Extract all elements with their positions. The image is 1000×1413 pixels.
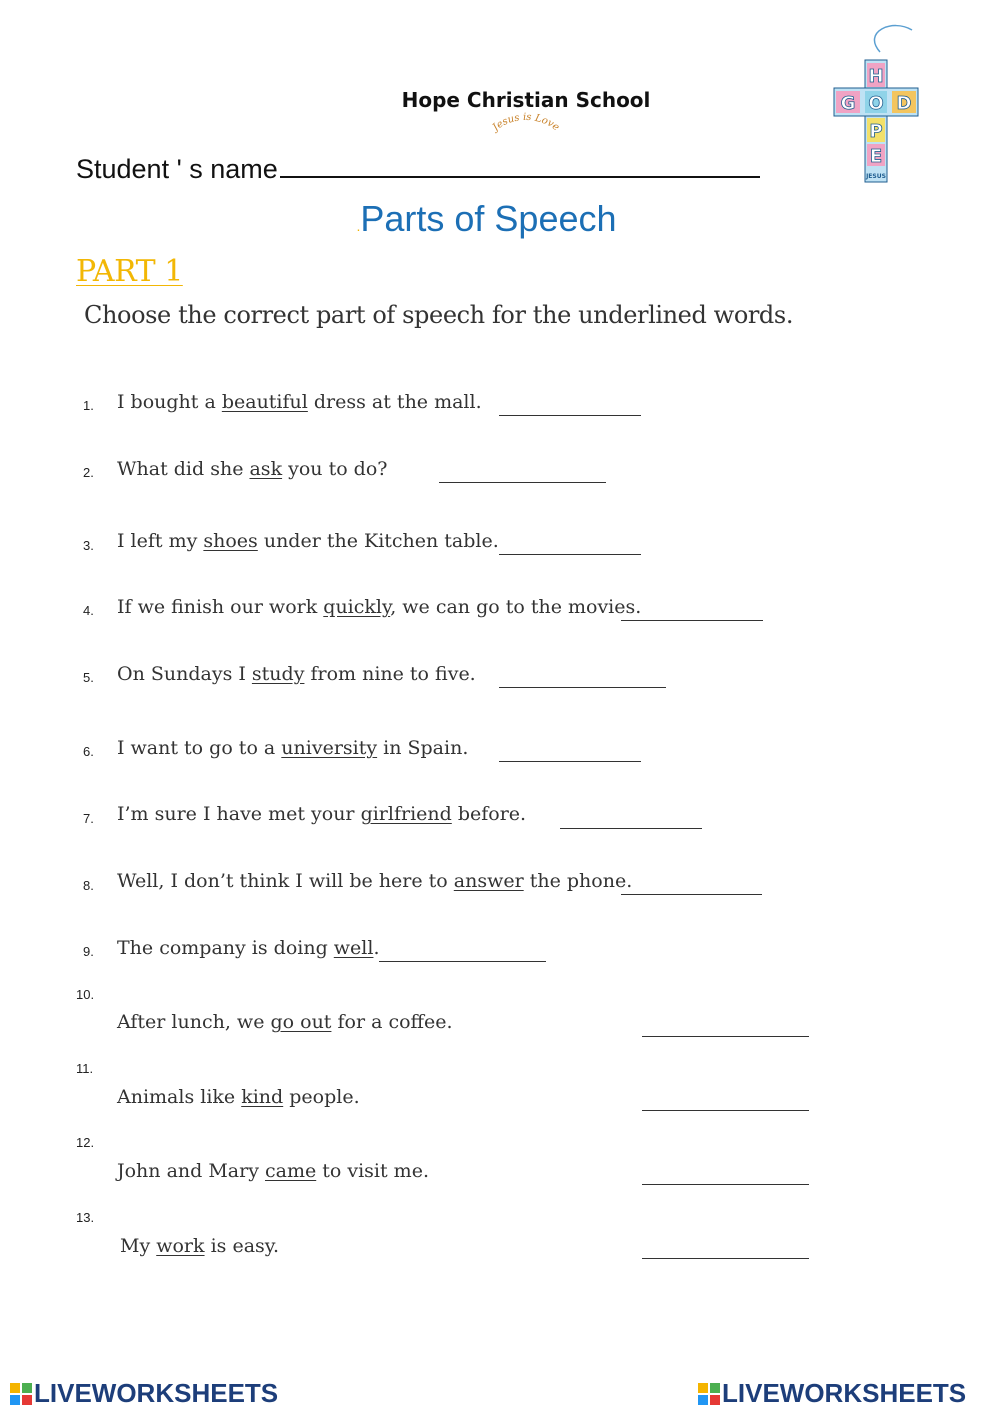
question-sentence: The company is doing well. xyxy=(117,937,380,959)
svg-text:JESUS: JESUS xyxy=(866,173,886,180)
answer-field[interactable] xyxy=(621,893,762,895)
underlined-word: kind xyxy=(241,1086,284,1108)
question-number: 1. xyxy=(83,398,94,413)
answer-field[interactable] xyxy=(642,1257,809,1259)
question-number: 5. xyxy=(83,670,94,685)
underlined-word: university xyxy=(281,737,378,759)
student-name-label: Student ' s name xyxy=(76,154,278,184)
hope-god-cross-logo xyxy=(832,22,922,184)
underlined-word: came xyxy=(264,1160,317,1182)
answer-field[interactable] xyxy=(439,481,606,483)
question-number: 11. xyxy=(76,1061,94,1076)
svg-text:G: G xyxy=(840,93,856,114)
question-number: 2. xyxy=(83,465,94,480)
underlined-word: work xyxy=(156,1235,205,1257)
question-number: 10. xyxy=(76,987,95,1002)
underlined-word: go out xyxy=(270,1011,332,1033)
underlined-word: shoes xyxy=(203,530,258,552)
underlined-word: ask xyxy=(249,458,283,480)
answer-field[interactable] xyxy=(642,1109,809,1111)
question-sentence: What did she ask you to do? xyxy=(117,458,388,480)
question-number: 13. xyxy=(76,1210,95,1225)
instructions: Choose the correct part of speech for the underlined words. xyxy=(84,301,794,329)
svg-text:Jesus is Love: Jesus is Love xyxy=(490,112,562,134)
answer-field[interactable] xyxy=(499,686,666,688)
part-heading: PART 1 xyxy=(76,254,183,289)
student-name-field[interactable] xyxy=(280,150,760,178)
underlined-word: beautiful xyxy=(221,391,308,413)
page-title xyxy=(0,198,973,240)
title-dot: . xyxy=(356,218,361,234)
underlined-word: well xyxy=(333,937,374,959)
school-name: Hope Christian School xyxy=(401,88,651,112)
question-number: 3. xyxy=(83,538,94,553)
svg-text:P: P xyxy=(869,121,883,142)
question-number: 6. xyxy=(83,744,94,759)
underlined-word: study xyxy=(251,663,305,685)
footer-brand-left[interactable] xyxy=(10,1378,278,1409)
question-number: 8. xyxy=(83,878,94,893)
question-sentence: Well, I don’t think I will be here to answer the phone. xyxy=(117,870,633,892)
question-sentence: I want to go to a university in Spain. xyxy=(117,737,469,759)
question-sentence: Animals like kind people. xyxy=(117,1086,360,1108)
question-sentence: On Sundays I study from nine to five. xyxy=(117,663,476,685)
question-number: 12. xyxy=(76,1135,95,1150)
question-number: 9. xyxy=(83,944,94,959)
svg-text:O: O xyxy=(868,93,884,114)
answer-field[interactable] xyxy=(560,827,702,829)
liveworksheets-logo-icon xyxy=(698,1383,720,1405)
svg-text:D: D xyxy=(896,93,912,114)
liveworksheets-logo-icon xyxy=(10,1383,32,1405)
footer-brand-left-text: LIVEWORKSHEETS xyxy=(34,1378,279,1408)
question-number: 7. xyxy=(83,811,94,826)
underlined-word: answer xyxy=(453,870,524,892)
underlined-word: girlfriend xyxy=(360,803,452,825)
svg-text:E: E xyxy=(869,146,883,167)
footer-brand-right-text: LIVEWORKSHEETS xyxy=(722,1378,967,1408)
answer-field[interactable] xyxy=(642,1183,809,1185)
question-sentence: I’m sure I have met your girlfriend before. xyxy=(117,803,527,825)
student-name-row xyxy=(76,150,760,185)
question-number: 4. xyxy=(83,603,94,618)
question-sentence: I bought a beautiful dress at the mall. xyxy=(117,391,482,413)
answer-field[interactable] xyxy=(499,553,641,555)
answer-field[interactable] xyxy=(621,619,763,621)
question-sentence: My work is easy. xyxy=(120,1235,280,1257)
answer-field[interactable] xyxy=(379,960,546,962)
question-sentence: I left my shoes under the Kitchen table. xyxy=(117,530,499,552)
question-sentence: After lunch, we go out for a coffee. xyxy=(117,1011,453,1033)
answer-field[interactable] xyxy=(499,414,641,416)
answer-field[interactable] xyxy=(642,1035,809,1037)
question-sentence: John and Mary came to visit me. xyxy=(117,1160,429,1182)
page-title-text: Parts of Speech xyxy=(360,198,617,239)
footer-brand-right[interactable] xyxy=(698,1378,966,1409)
answer-field[interactable] xyxy=(499,760,641,762)
underlined-word: quickly xyxy=(323,596,391,618)
svg-text:H: H xyxy=(868,66,884,87)
question-sentence: If we finish our work quickly, we can go to the movies. xyxy=(117,596,642,618)
